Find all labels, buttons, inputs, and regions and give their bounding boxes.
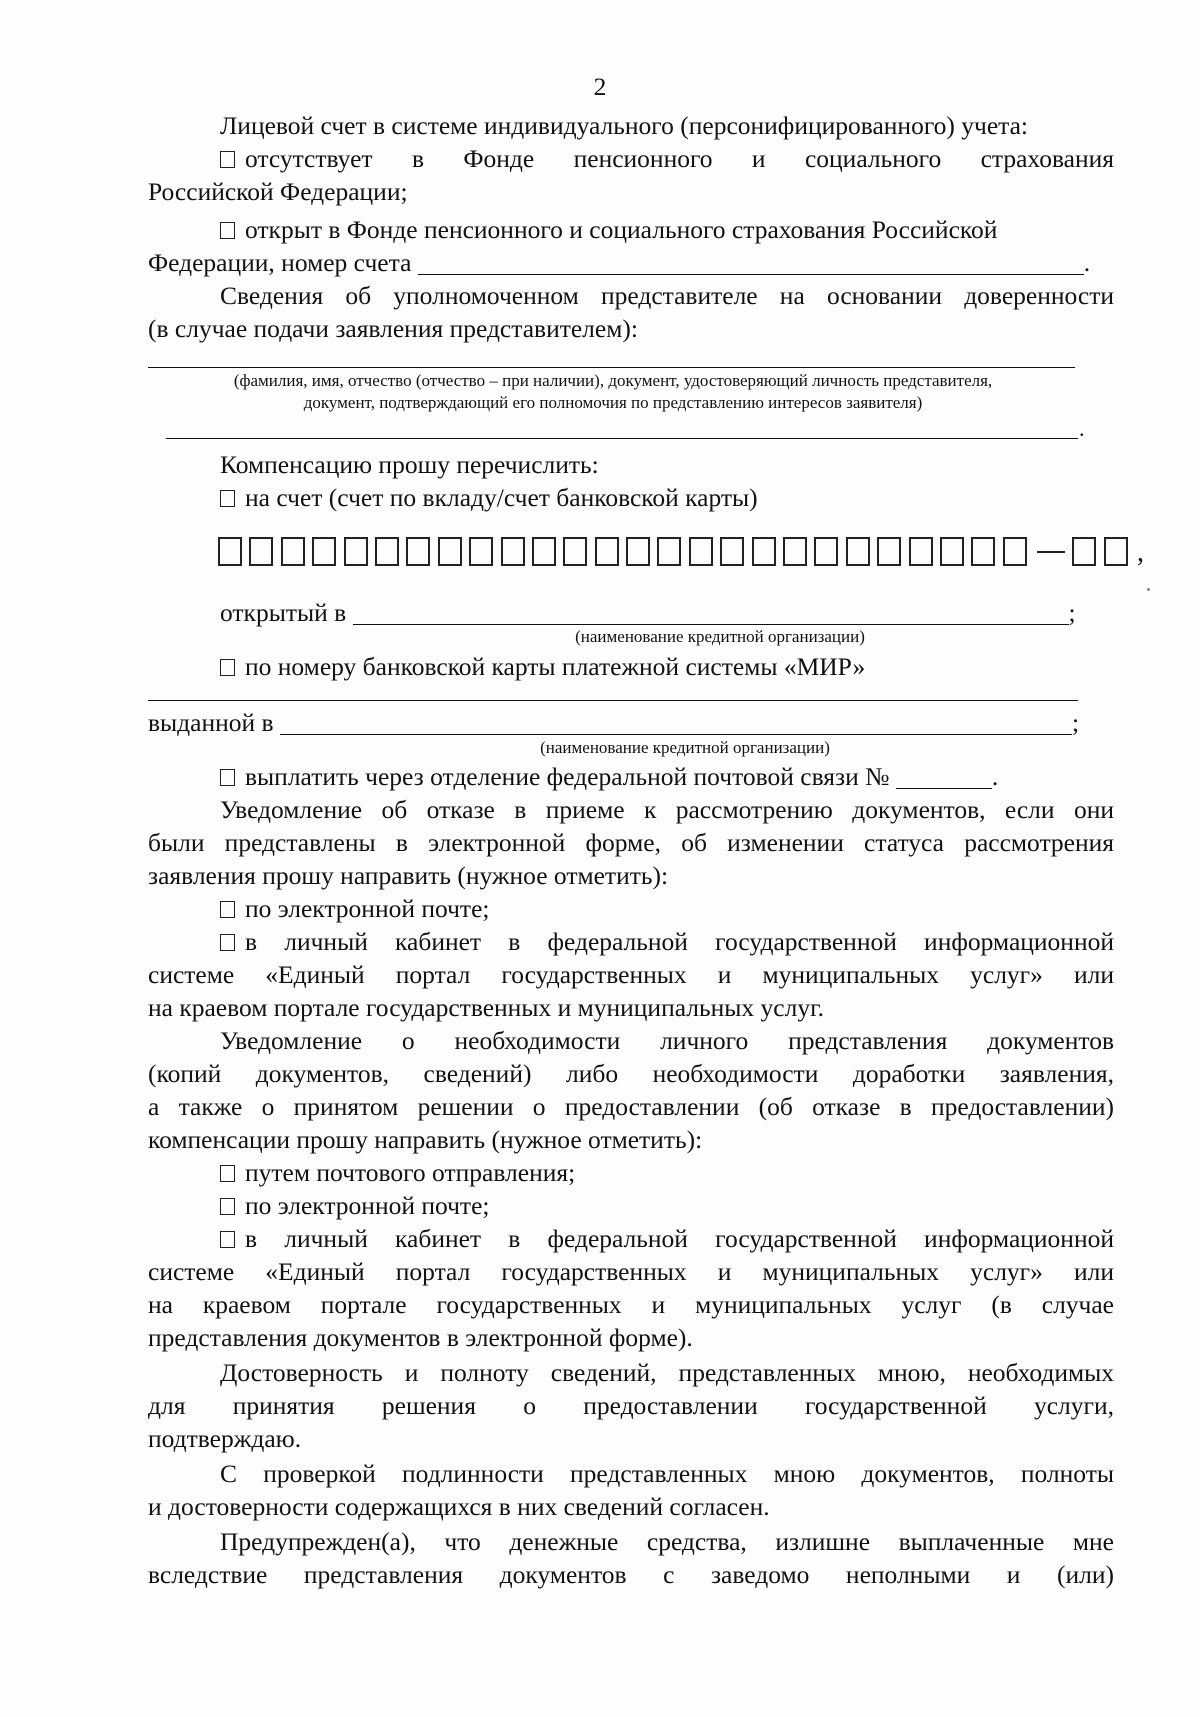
account-digit-box[interactable] [469,537,493,566]
account-digit-separator [1037,551,1065,553]
option-fund-absent-text: отсутствует в Фонде пенсионного и социального страхования [245,144,1114,173]
account-digit-box[interactable] [689,537,713,566]
account-digit-box[interactable] [249,537,273,566]
refusal-option-cabinet [220,925,1114,958]
account-digit-box[interactable] [720,537,744,566]
checkbox-decision-cabinet[interactable] [220,1231,235,1248]
refusal-option-email-text: по электронной почте; [245,894,490,923]
issued-in-caption: (наименование кредитной организации) [540,738,830,757]
account-digit-box[interactable] [438,537,462,566]
decision-notice-line-3: а также о принятом решении о предоставлении (об отказе в предоставлении) [148,1092,1114,1121]
refusal-notice-line-3: заявления прошу направить (нужное отметить): [148,861,669,890]
account-digit-box[interactable] [909,537,933,566]
account-number-line [148,246,1114,279]
account-digit-box[interactable] [940,537,964,566]
representative-caption-1: (фамилия, имя, отчество (отчество – при наличии), документ, удостоверяющий личность представителя, [233,371,993,390]
account-digit-box[interactable] [814,537,838,566]
checkbox-mir-card[interactable] [220,659,235,676]
option-mir-card-text: по номеру банковской карты платежной системы «МИР» [245,652,866,681]
decision-option-email [220,1189,1114,1222]
option-fund-open-text: открыт в Фонде пенсионного и социального страхования Российской [245,215,998,244]
representative-field-line-2[interactable] [166,438,1078,439]
opened-in-caption: (наименование кредитной организации) [575,627,865,646]
verification-consent-line-2: и достоверности содержащихся в них сведений согласен. [148,1492,770,1521]
warning-line-1: Предупрежден(а), что денежные средства, излишне выплаченные мне [220,1527,1114,1556]
opened-in-semicolon: ; [1068,598,1076,627]
account-digit-box[interactable] [752,537,776,566]
representative-period: . [1079,416,1085,441]
option-post-office-text: выплатить через отделение федеральной почтовой связи № [245,762,890,791]
account-digit-box[interactable] [877,537,901,566]
option-post-office [220,760,1114,793]
checkbox-post-office[interactable] [220,769,235,786]
issued-in-bank-field[interactable] [280,710,1072,735]
checkbox-refusal-cabinet[interactable] [220,934,235,951]
account-number-label: Федерации, номер счета [148,248,412,277]
checkbox-decision-post[interactable] [220,1165,235,1182]
representative-heading: Сведения об уполномоченном представителе на основании доверенности [220,281,1114,310]
checkbox-refusal-email[interactable] [220,901,235,918]
account-digit-box[interactable] [532,537,556,566]
account-number-field[interactable] [418,250,1084,275]
account-digit-box[interactable] [218,537,242,566]
opened-in-label: открытый в [220,598,347,627]
account-digit-box[interactable] [595,537,619,566]
option-to-account [220,481,1114,514]
issued-in-semicolon: ; [1071,708,1080,737]
certification-line-2: для принятия решения о предоставлении государственной услуги, [148,1391,1114,1420]
refusal-option-cabinet-text: в личный кабинет в федеральной государственной информационной [245,927,1114,956]
option-fund-absent-continued: Российской Федерации; [148,177,408,206]
account-digit-box[interactable] [783,537,807,566]
decision-option-cabinet [220,1222,1114,1255]
decision-option-cabinet-text: в личный кабинет в федеральной государственной информационной [245,1224,1114,1253]
account-digit-box[interactable] [563,537,587,566]
account-digit-box[interactable] [501,537,525,566]
decision-option-cabinet-line-3: на краевом портале государственных и муниципальных услуг (в случае [148,1290,1114,1319]
option-mir-card [220,650,1114,683]
decision-notice-line-2: (копий документов, сведений) либо необходимости доработки заявления, [148,1059,1114,1088]
personal-account-heading: Лицевой счет в системе индивидуального (персонифицированного) учета: [220,111,1029,140]
verification-consent-line-1: С проверкой подлинности представленных мною документов, полноты [220,1459,1114,1488]
mir-card-number-line[interactable] [148,700,1078,701]
decision-option-post-text: путем почтового отправления; [245,1158,576,1187]
checkbox-fund-open[interactable] [220,222,235,239]
decision-option-cabinet-line-4: представления документов в электронной форме). [148,1323,693,1352]
account-number-period: . [1083,248,1091,277]
representative-field-line-1[interactable] [148,367,1075,368]
refusal-notice-line-1: Уведомление об отказе в приеме к рассмотрению документов, если они [220,795,1114,824]
account-digit-box[interactable] [626,537,650,566]
checkbox-fund-absent[interactable] [220,151,235,168]
opened-in-bank-field[interactable] [353,600,1069,625]
account-grid-comma: , [1136,537,1144,569]
issued-in-line [148,706,1114,739]
decision-option-post [220,1156,1114,1189]
decision-option-email-text: по электронной почте; [245,1191,490,1220]
account-suffix-digit-box[interactable] [1072,537,1096,566]
certification-line-1: Достоверность и полноту сведений, представленных мною, необходимых [220,1358,1114,1387]
decision-option-cabinet-line-2: системе «Единый портал государственных и муниципальных услуг» или [148,1257,1114,1286]
refusal-option-cabinet-line-2: системе «Единый портал государственных и муниципальных услуг» или [148,960,1114,989]
account-digit-box[interactable] [281,537,305,566]
account-digit-box[interactable] [312,537,336,566]
refusal-option-email [220,892,1114,925]
option-fund-absent [220,142,1114,175]
account-digit-box[interactable] [1003,537,1027,566]
post-office-period: . [991,762,999,791]
option-to-account-text: на счет (счет по вкладу/счет банковской карты) [245,483,758,512]
account-number-grid [218,537,1144,571]
post-office-number-field[interactable] [896,764,992,789]
account-digit-box[interactable] [344,537,368,566]
decision-notice-line-4: компенсации прошу направить (нужное отметить): [148,1125,703,1154]
account-suffix-digit-box[interactable] [1104,537,1128,566]
checkbox-decision-email[interactable] [220,1198,235,1215]
certification-line-3: подтверждаю. [148,1424,302,1453]
issued-in-label: выданной в [148,708,274,737]
account-digit-box[interactable] [375,537,399,566]
option-fund-open [220,213,1114,246]
opened-in-line [220,596,1114,629]
refusal-option-cabinet-line-3: на краевом портале государственных и муниципальных услуг. [148,993,825,1022]
scan-speck [1147,588,1150,591]
account-digit-box[interactable] [406,537,430,566]
compensation-heading: Компенсацию прошу перечислить: [220,450,599,479]
account-digit-box[interactable] [657,537,681,566]
representative-heading-continued: (в случае подачи заявления представителем): [148,314,638,343]
decision-notice-line-1: Уведомление о необходимости личного представления документов [220,1026,1114,1055]
checkbox-to-account[interactable] [220,490,235,507]
account-digit-box[interactable] [971,537,995,566]
page-number: 2 [593,72,607,101]
warning-line-2: вследствие представления документов с заведомо неполными и (или) [148,1560,1114,1589]
refusal-notice-line-2: были представлены в электронной форме, об изменении статуса рассмотрения [148,828,1114,857]
account-digit-box[interactable] [846,537,870,566]
representative-caption-2: документ, подтверждающий его полномочия по представлению интересов заявителя) [303,393,923,412]
